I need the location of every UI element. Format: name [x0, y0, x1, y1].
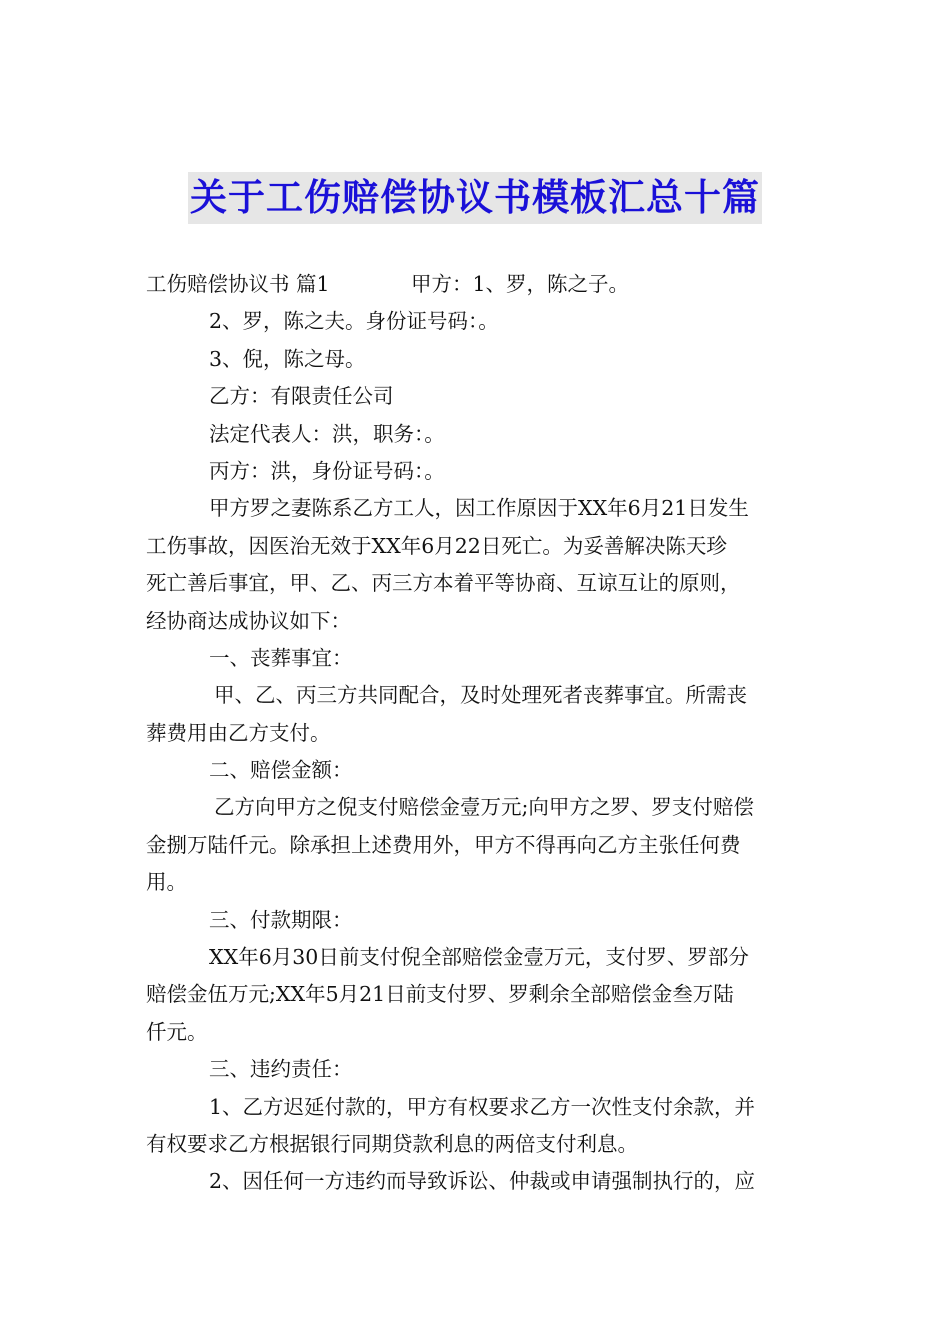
- intro-paragraph-line: 经协商达成协议如下：: [146, 608, 351, 633]
- section-funeral-text: 葬费用由乙方支付。: [146, 720, 331, 745]
- section-liability-heading: 三、违约责任：: [209, 1057, 353, 1082]
- section-funeral-heading: 一、丧葬事宜：: [209, 645, 353, 670]
- agreement-heading: 工伤赔偿协议书 篇1: [146, 272, 330, 296]
- section-liability-item: 有权要求乙方根据银行同期贷款利息的两倍支付利息。: [146, 1131, 638, 1156]
- section-funeral-text: 甲、乙、丙三方共同配合，及时处理死者丧葬事宜。所需丧: [214, 683, 747, 708]
- section-liability-item: 1、乙方迟延付款的，甲方有权要求乙方一次性支付余款，并: [209, 1094, 756, 1119]
- section-compensation-text: 用。: [146, 870, 187, 895]
- party-b-line: 乙方：有限责任公司: [209, 384, 394, 409]
- party-a-line-2: 2、罗，陈之夫。身份证号码：。: [209, 309, 499, 334]
- intro-paragraph-line: 甲方罗之妻陈系乙方工人，因工作原因于XX年6月21日发生: [209, 496, 749, 521]
- section-payment-text: 赔偿金伍万元;XX年5月21日前支付罗、罗剩余全部赔偿金叁万陆: [146, 982, 734, 1007]
- intro-paragraph-line: 工伤事故，因医治无效于XX年6月22日死亡。为妥善解决陈天珍: [146, 533, 727, 558]
- section-payment-heading: 三、付款期限：: [209, 907, 353, 932]
- section-compensation-text: 乙方向甲方之倪支付赔偿金壹万元;向甲方之罗、罗支付赔偿: [214, 795, 754, 820]
- intro-paragraph-line: 死亡善后事宜，甲、乙、丙三方本着平等协商、互谅互让的原则，: [146, 571, 741, 596]
- section-payment-text: 仟元。: [146, 1019, 208, 1044]
- party-a-line-3: 3、倪，陈之母。: [209, 346, 366, 371]
- section-compensation-text: 金捌万陆仟元。除承担上述费用外，甲方不得再向乙方主张任何费: [146, 832, 741, 857]
- section-compensation-heading: 二、赔偿金额：: [209, 758, 353, 783]
- party-a-line-1: 甲方：1、罗，陈之子。: [411, 272, 630, 296]
- legal-representative-line: 法定代表人：洪，职务：。: [209, 421, 445, 446]
- section-payment-text: XX年6月30日前支付倪全部赔偿金壹万元，支付罗、罗部分: [209, 945, 749, 970]
- document-title: 关于工伤赔偿协议书模板汇总十篇: [188, 172, 762, 224]
- section-liability-item: 2、因任何一方违约而导致诉讼、仲裁或申请强制执行的，应: [209, 1169, 756, 1194]
- heading-line: [146, 266, 808, 303]
- title-container: [0, 172, 950, 224]
- document-body: [146, 266, 808, 1201]
- party-c-line: 丙方：洪，身份证号码：。: [209, 458, 445, 483]
